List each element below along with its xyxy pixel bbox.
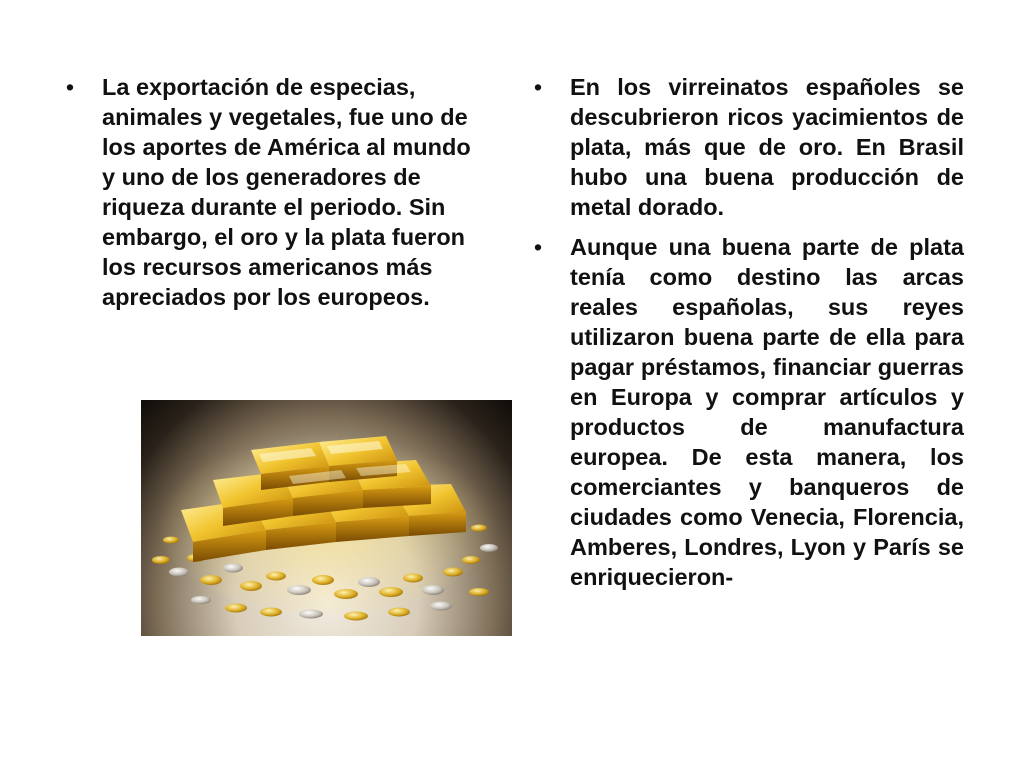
bullet-item: [528, 72, 964, 222]
bullet-item: [528, 232, 964, 592]
bullet-text: Aunque una buena parte de plata tenía como destino las arcas reales españolas, sus reyes utilizaron buena parte de ella para pagar préstamos, financiar guerras en Europa y comprar artículos y productos de manufactura europea. De esta manera, los comerciantes y banqueros de ciudades como Venecia, Florencia, Amberes, Londres, Lyon y París se enriquecieron-: [570, 234, 964, 590]
left-column: [60, 72, 490, 322]
bullet-item: [60, 72, 490, 312]
bullet-icon: •: [533, 234, 543, 260]
bullet-icon: •: [65, 74, 75, 100]
right-bullet-list: [528, 72, 964, 592]
bullet-text: En los virreinatos españoles se descubrieron ricos yacimientos de plata, más que de oro. En Brasil hubo una buena producción de metal dorado.: [570, 74, 964, 220]
left-bullet-list: [60, 72, 490, 312]
bullet-icon: •: [533, 74, 543, 100]
gold-bars-illustration: [141, 400, 512, 636]
bullet-text: La exportación de especias, animales y vegetales, fue uno de los aportes de América al mundo y uno de los generadores de riqueza durante el periodo. Sin embargo, el oro y la plata fueron los recursos americanos más apreciados por los europeos.: [102, 74, 471, 310]
gold-bars-and-coins-photo: [141, 400, 512, 636]
right-column: [528, 72, 964, 602]
